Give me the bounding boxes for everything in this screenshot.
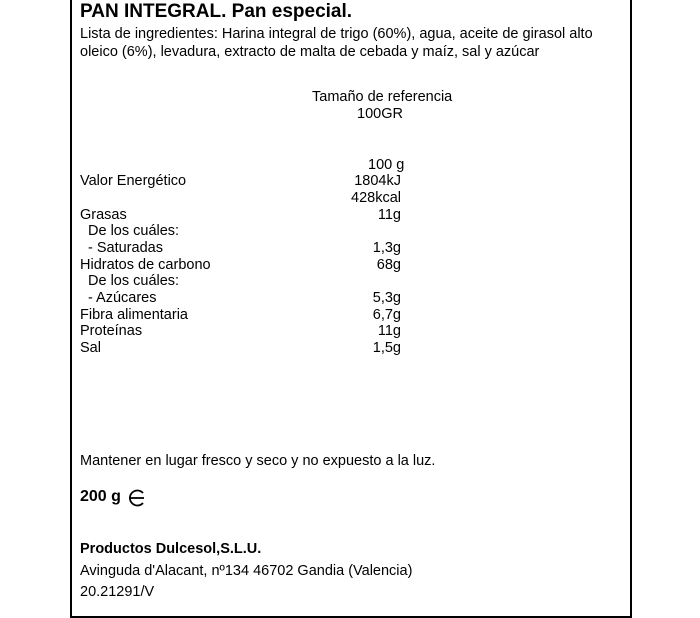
row-label-saturated: - Saturadas [88, 240, 163, 256]
row-label-fibre: Fibra alimentaria [80, 307, 188, 323]
manufacturer-address: Avinguda d'Alacant, nº134 46702 Gandia (Valencia) [80, 563, 413, 579]
ingredients-line-2: oleico (6%), levadura, extracto de malta de cebada y maíz, sal y azúcar [80, 44, 540, 60]
registration-code: 20.21291/V [80, 584, 155, 600]
row-label-salt: Sal [80, 340, 101, 356]
row-value-carbohydrates: 68g [376, 257, 401, 273]
row-value-fat: 11g [377, 207, 401, 223]
product-title: PAN INTEGRAL. Pan especial. [80, 1, 353, 22]
ingredients-line-1: Lista de ingredientes: Harina integral de trigo (60%), agua, aceite de girasol alto [80, 26, 593, 42]
row-label-carbohydrates: Hidratos de carbono [80, 257, 211, 273]
row-label-protein: Proteínas [80, 323, 143, 339]
row-value-sugars: 5,3g [372, 290, 401, 306]
row-label-sugars: - Azúcares [88, 290, 157, 306]
row-label-fat: Grasas [80, 207, 127, 223]
row-value-fibre: 6,7g [372, 307, 401, 323]
reference-size-header: Tamaño de referencia [312, 89, 453, 105]
row-value-protein: 11g [377, 323, 401, 339]
row-label-carbs-of-which: De los cuáles: [88, 273, 180, 289]
row-label-fat-of-which: De los cuáles: [88, 223, 180, 239]
estimated-sign-icon [126, 488, 148, 508]
row-value-saturated: 1,3g [372, 240, 401, 256]
row-value-energy-kj: 1804kJ [354, 173, 401, 189]
row-value-salt: 1,5g [372, 340, 401, 356]
row-label-energy: Valor Energético [80, 173, 187, 189]
nutrition-column-header: 100 g [368, 157, 405, 173]
row-value-energy-kcal: 428kcal [351, 190, 401, 206]
net-weight: 200 g [80, 488, 121, 505]
manufacturer-name: Productos Dulcesol,S.L.U. [80, 541, 262, 557]
storage-instructions: Mantener en lugar fresco y seco y no expuesto a la luz. [80, 453, 436, 469]
reference-size-unit: 100GR [357, 106, 403, 122]
